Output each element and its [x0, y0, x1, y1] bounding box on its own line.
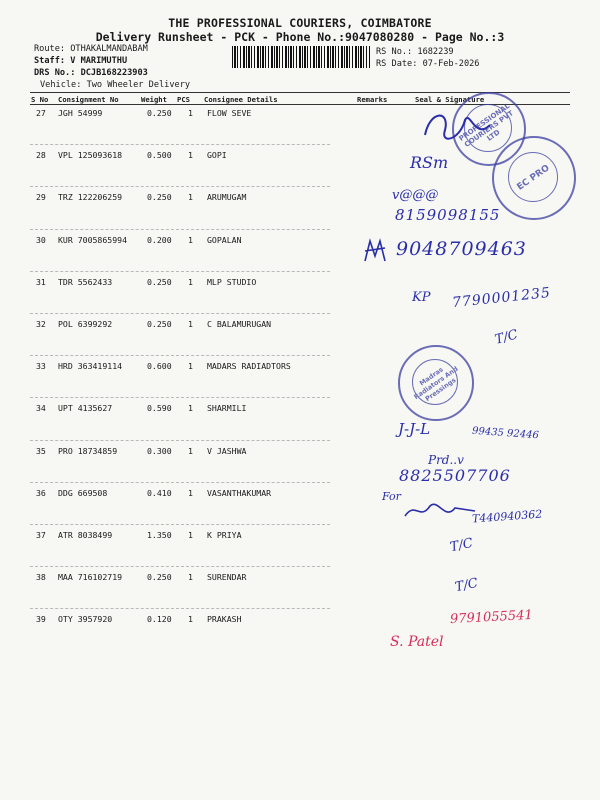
signature-row-36: Prd..v [428, 453, 464, 467]
note-row-32: T/C [493, 327, 520, 348]
vehicle-info: Vehicle: Two Wheeler Delivery [40, 80, 191, 90]
rs-date: RS Date: 07-Feb-2026 [376, 59, 480, 69]
row-pcs: 1 [188, 614, 193, 624]
row-consignee: GOPI [207, 150, 227, 160]
row-divider [30, 144, 330, 145]
row-weight: 0.250 [147, 319, 172, 329]
phone-row-30: 9048709463 [396, 238, 527, 260]
table-row [0, 530, 600, 542]
row-consignment: HRD 363419114 [58, 361, 123, 371]
row-divider [30, 397, 330, 398]
note-row-38: T/C [453, 575, 480, 596]
phone-row-36: 8825507706 [399, 466, 511, 485]
row-consignment: PRO 18734859 [58, 446, 118, 456]
row-weight: 0.500 [147, 150, 172, 160]
row-consignee: PRAKASH [207, 614, 242, 624]
row-divider [30, 566, 330, 567]
row-consignment: ATR 8038499 [58, 530, 113, 540]
row-pcs: 1 [188, 319, 193, 329]
signature-row-27 [420, 105, 500, 150]
row-weight: 1.350 [147, 530, 172, 540]
row-consignment: KUR 7005865994 [58, 235, 128, 245]
phone-row-29: 8159098155 [395, 206, 501, 224]
rs-number: RS No.: 1682239 [376, 47, 454, 57]
row-sno: 37 [36, 530, 46, 540]
row-consignee: V JASHWA [207, 446, 247, 456]
row-divider [30, 313, 330, 314]
row-sno: 39 [36, 614, 46, 624]
signature-row-37 [400, 496, 480, 526]
row-weight: 0.600 [147, 361, 172, 371]
row-sno: 30 [36, 235, 46, 245]
row-consignment: UPT 4135627 [58, 403, 113, 413]
row-sno: 31 [36, 277, 46, 287]
radiators-seal-stamp: Madras Radiators And Pressings [398, 345, 474, 421]
row-consignee: K PRIYA [207, 530, 242, 540]
row-pcs: 1 [188, 361, 193, 371]
row-pcs: 1 [188, 488, 193, 498]
signature-row-30 [360, 236, 390, 266]
row-pcs: 1 [188, 108, 193, 118]
row-pcs: 1 [188, 530, 193, 540]
note-row-29-a: v@@@ [392, 188, 439, 203]
table-row [0, 361, 600, 373]
signature-row-35: J-J-L [398, 420, 431, 438]
row-consignment: TDR 5562433 [58, 277, 113, 287]
runsheet-subtitle: Delivery Runsheet - PCK - Phone No.:9047080280 - Page No.:3 [95, 30, 505, 44]
col-sno: S No [31, 95, 49, 104]
row-consignment: JGH 54999 [58, 108, 103, 118]
col-seal: Seal & Signature [415, 95, 485, 104]
row-weight: 0.250 [147, 192, 172, 202]
col-remarks: Remarks [357, 95, 388, 104]
staff-info: Staff: V MARIMUTHU [34, 56, 128, 66]
col-consignee: Consignee Details [204, 95, 278, 104]
phone-row-39: 9791055541 [449, 607, 534, 628]
company-seal-stamp: PROFESSIONAL COURIERS PVT LTD [452, 92, 526, 166]
row-consignment: POL 6399292 [58, 319, 113, 329]
row-consignee: SURENDAR [207, 572, 247, 582]
courier-seal-stamp: EC PRO [492, 136, 576, 220]
row-weight: 0.250 [147, 277, 172, 287]
row-sno: 28 [36, 150, 46, 160]
row-divider [30, 440, 330, 441]
row-pcs: 1 [188, 150, 193, 160]
row-pcs: 1 [188, 572, 193, 582]
row-sno: 33 [36, 361, 46, 371]
row-weight: 0.250 [147, 108, 172, 118]
table-row [0, 488, 600, 500]
row-sno: 32 [36, 319, 46, 329]
row-sno: 36 [36, 488, 46, 498]
note-row-37-tc: T/C [448, 535, 475, 556]
row-pcs: 1 [188, 192, 193, 202]
row-consignee: GOPALAN [207, 235, 242, 245]
phone-row-31: 7790001235 [451, 284, 552, 312]
row-sno: 34 [36, 403, 46, 413]
row-sno: 27 [36, 108, 46, 118]
row-sno: 38 [36, 572, 46, 582]
row-consignment: OTY 3957920 [58, 614, 113, 624]
row-divider [30, 355, 330, 356]
col-pcs: PCS [177, 95, 190, 104]
row-sno: 29 [36, 192, 46, 202]
table-row [0, 403, 600, 415]
row-consignee: MLP STUDIO [207, 277, 257, 287]
row-consignee: SHARMILI [207, 403, 247, 413]
row-weight: 0.590 [147, 403, 172, 413]
col-weight: Weight [141, 95, 167, 104]
signature-row-39: S. Patel [390, 634, 444, 650]
row-sno: 35 [36, 446, 46, 456]
row-consignee: VASANTHAKUMAR [207, 488, 272, 498]
row-consignee: FLOW SEVE [207, 108, 252, 118]
row-divider [30, 186, 330, 187]
row-weight: 0.120 [147, 614, 172, 624]
row-weight: 0.300 [147, 446, 172, 456]
row-divider [30, 271, 330, 272]
row-consignee: MADARS RADIADTORS [207, 361, 291, 371]
phone-row-37: T440940362 [471, 507, 543, 526]
table-row [0, 446, 600, 458]
row-pcs: 1 [188, 403, 193, 413]
row-consignment: VPL 125093618 [58, 150, 123, 160]
row-consignment: MAA 716102719 [58, 572, 123, 582]
row-divider [30, 608, 330, 609]
row-consignment: DDG 669508 [58, 488, 108, 498]
row-weight: 0.250 [147, 572, 172, 582]
table-row [0, 572, 600, 584]
row-divider [30, 482, 330, 483]
row-pcs: 1 [188, 277, 193, 287]
row-pcs: 1 [188, 446, 193, 456]
row-divider [30, 229, 330, 230]
row-consignee: ARUMUGAM [207, 192, 247, 202]
note-row-28: RSm [410, 153, 449, 172]
for-row-37: For [382, 490, 401, 503]
barcode [232, 46, 370, 68]
phone-row-35: 99435 92446 [471, 425, 540, 442]
drs-number: DRS No.: DCJB168223903 [34, 68, 148, 78]
initials-row-31: KP [412, 290, 431, 305]
col-consignment: Consignment No [58, 95, 119, 104]
row-divider [30, 524, 330, 525]
row-consignment: TRZ 122206259 [58, 192, 123, 202]
row-weight: 0.200 [147, 235, 172, 245]
table-row [0, 277, 600, 289]
row-pcs: 1 [188, 235, 193, 245]
row-weight: 0.410 [147, 488, 172, 498]
route-info: Route: OTHAKALMANDABAM [34, 44, 148, 54]
company-title: THE PROFESSIONAL COURIERS, COIMBATORE [168, 16, 432, 30]
row-consignee: C BALAMURUGAN [207, 319, 272, 329]
